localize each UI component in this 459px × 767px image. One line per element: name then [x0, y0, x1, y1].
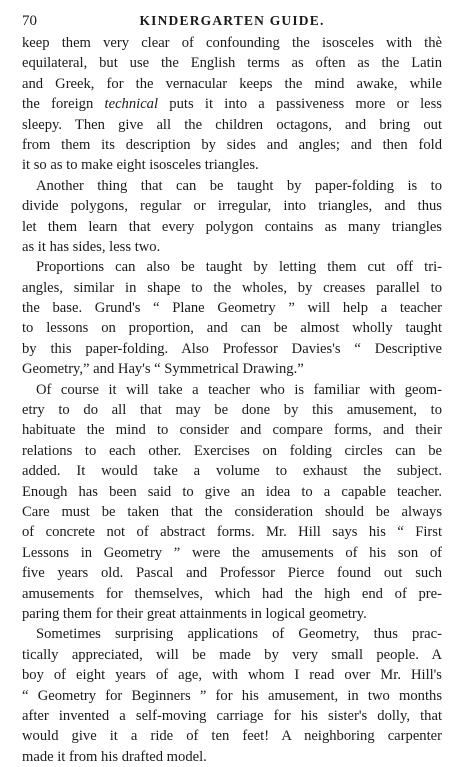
italic-word: technical [104, 96, 159, 113]
text-line: the base. Grund's “ Plane Geometry ” will help a teacher [22, 300, 442, 317]
text-line: to lessons on proportion, and can be almost wholly taught [22, 320, 442, 337]
text-line: sleepy. Then give all the children octagons, and bring out [22, 116, 442, 133]
text-line: after invented a self-moving carriage for his sister's dolly, that [22, 707, 442, 724]
text-line: would give it a ride of ten feet! A neighboring carpenter [22, 728, 442, 745]
text-line: as it has sides, less two. [22, 238, 161, 255]
running-head: KINDERGARTEN GUIDE. [139, 13, 325, 28]
page-number: 70 [22, 13, 37, 29]
text-line: divide polygons, regular or irregular, into triangles, and thus [22, 198, 442, 215]
text-line: “ Geometry for Beginners ” for his amusement, in two months [22, 687, 442, 704]
text-line: Enough has been said to give an idea to a capable teacher. [22, 483, 442, 500]
text-line: the foreign technical puts it into a passiveness more or less [22, 96, 442, 113]
text-line: etry to do all that may be done by this amusement, to [22, 402, 442, 419]
text-line: let them learn that every polygon contains as many triangles [22, 218, 442, 235]
page-header [22, 10, 442, 32]
text-line: Care must be taken that the consideration should be always [22, 503, 442, 520]
text-line: Proportions can also be taught by letting them cut off tri- [36, 259, 442, 276]
body-text [22, 33, 442, 767]
text-line: from them its description by sides and angles; and then fold [22, 136, 442, 153]
text-line: added. It would take a volume to exhaust the subject. [22, 463, 442, 480]
text-line: boy of eight years of age, with whom I read over Mr. Hill's [22, 667, 442, 684]
text-line: Geometry,” and Hay's “ Symmetrical Drawing.” [22, 361, 304, 378]
text-line: and Greek, for the vernacular keeps the mind awake, while [22, 75, 442, 92]
text-line: equilateral, but use the English terms as often as the Latin [22, 55, 442, 72]
text-line: amusements for themselves, which had the high end of pre- [22, 585, 442, 602]
text-line: by this paper-folding. Also Professor Davies's “ Descriptive [22, 340, 442, 357]
text-line: tically appreciated, will be made by very small people. A [22, 646, 442, 663]
text-line: of concrete not of abstract forms. Mr. Hill says his “ First [22, 524, 442, 541]
text-line: Lessons in Geometry ” were the amusements of his son of [22, 544, 442, 561]
text-line: made it from his drafted model. [22, 748, 207, 765]
text-line: Sometimes surprising applications of Geometry, thus prac- [36, 626, 442, 643]
text-line: Another thing that can be taught by paper-folding is to [36, 177, 442, 194]
text-line: it so as to make eight isosceles triangles. [22, 157, 259, 174]
text-line: keep them very clear of confounding the isosceles with thè [22, 35, 442, 51]
text-line: habituate the mind to consider and compare forms, and their [22, 422, 442, 439]
text-line: Of course it will take a teacher who is familiar with geom- [36, 381, 442, 398]
text-line: relations to each other. Exercises on folding circles can be [22, 442, 442, 459]
text-line: angles, similar in shape to the wholes, by creases parallel to [22, 279, 442, 296]
text-line: five years old. Pascal and Professor Pierce found out such [22, 565, 442, 582]
text-line: paring them for their great attainments in logical geometry. [22, 605, 367, 622]
